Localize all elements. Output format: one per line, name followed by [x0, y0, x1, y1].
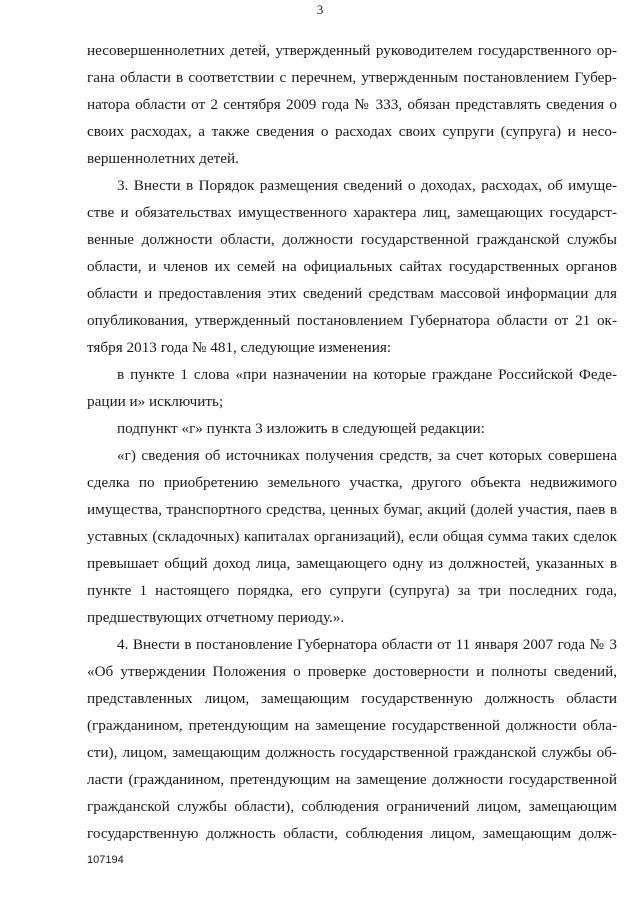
text-line: своих расходах, а также сведения о расходах своих супруги (супруга) и несо- [87, 123, 617, 140]
text-line: имущества, транспортного средства, ценных бумаг, акций (долей участия, паев в [87, 501, 617, 518]
quoted-subpoint-start: «г) сведения об источниках получения средств, за счет которых совершена [117, 447, 617, 464]
text-line: предшествующих отчетному периоду.». [87, 609, 345, 626]
text-line: натора области от 2 сентября 2009 года № 333, обязан представлять сведения о [87, 96, 617, 113]
text-line: в пункте 1 слова «при назначении на которые граждане Российской Феде- [117, 366, 617, 383]
text-line: области и предоставления этих сведений средствам массовой информации для [87, 285, 617, 302]
text-line: области, и членов их семей на официальных сайтах государственных органов [87, 258, 617, 275]
text-line: государственную должность области, соблюдения лицом, замещающим долж- [87, 825, 617, 842]
text-line: пункте 1 настоящего порядка, его супруги (супруга) за три последних года, [87, 582, 617, 599]
text-line: сделка по приобретению земельного участка, другого объекта недвижимого [87, 474, 617, 491]
text-line: превышает общий доход лица, замещающего одну из должностей, указанных в [87, 555, 617, 572]
paragraph-3-start: 3. Внести в Порядок размещения сведений о доходах, расходах, об имуще- [117, 177, 617, 194]
text-line: сти), лицом, замещающим должность государственной гражданской службы об- [87, 744, 617, 761]
text-line: представленных лицом, замещающим государственную должность области [87, 690, 617, 707]
paragraph-4-start: 4. Внести в постановление Губернатора области от 11 января 2007 года № 3 [117, 636, 617, 653]
text-line: гражданской службы области), соблюдения ограничений лицом, замещающим [87, 798, 617, 815]
text-line: подпункт «г» пункта 3 изложить в следующей редакции: [117, 420, 485, 437]
text-line: вершеннолетних детей. [87, 150, 239, 167]
text-line: «Об утверждении Положения о проверке достоверности и полноты сведений, [87, 663, 617, 680]
page-number: 3 [316, 2, 324, 17]
document-code: 107194 [87, 854, 124, 866]
text-line: стве и обязательствах имущественного характера лиц, замещающих государст- [87, 204, 617, 221]
text-line: венные должности области, должности государственной гражданской службы [87, 231, 617, 248]
text-line: рации и» исключить; [87, 393, 224, 410]
text-line: тября 2013 года № 481, следующие изменения: [87, 339, 392, 356]
text-line: гана области в соответствии с перечнем, утвержденным постановлением Губер- [87, 69, 617, 86]
text-line: ласти (гражданином, претендующим на замещение должности государственной [87, 771, 617, 788]
text-line: опубликования, утвержденный постановлением Губернатора области от 21 ок- [87, 312, 617, 329]
text-line: уставных (складочных) капиталах организаций), если общая сумма таких сделок [87, 528, 617, 545]
text-line: несовершеннолетних детей, утвержденный руководителем государственного ор- [87, 42, 617, 59]
text-line: (гражданином, претендующим на замещение государственной должности обла- [87, 717, 617, 734]
